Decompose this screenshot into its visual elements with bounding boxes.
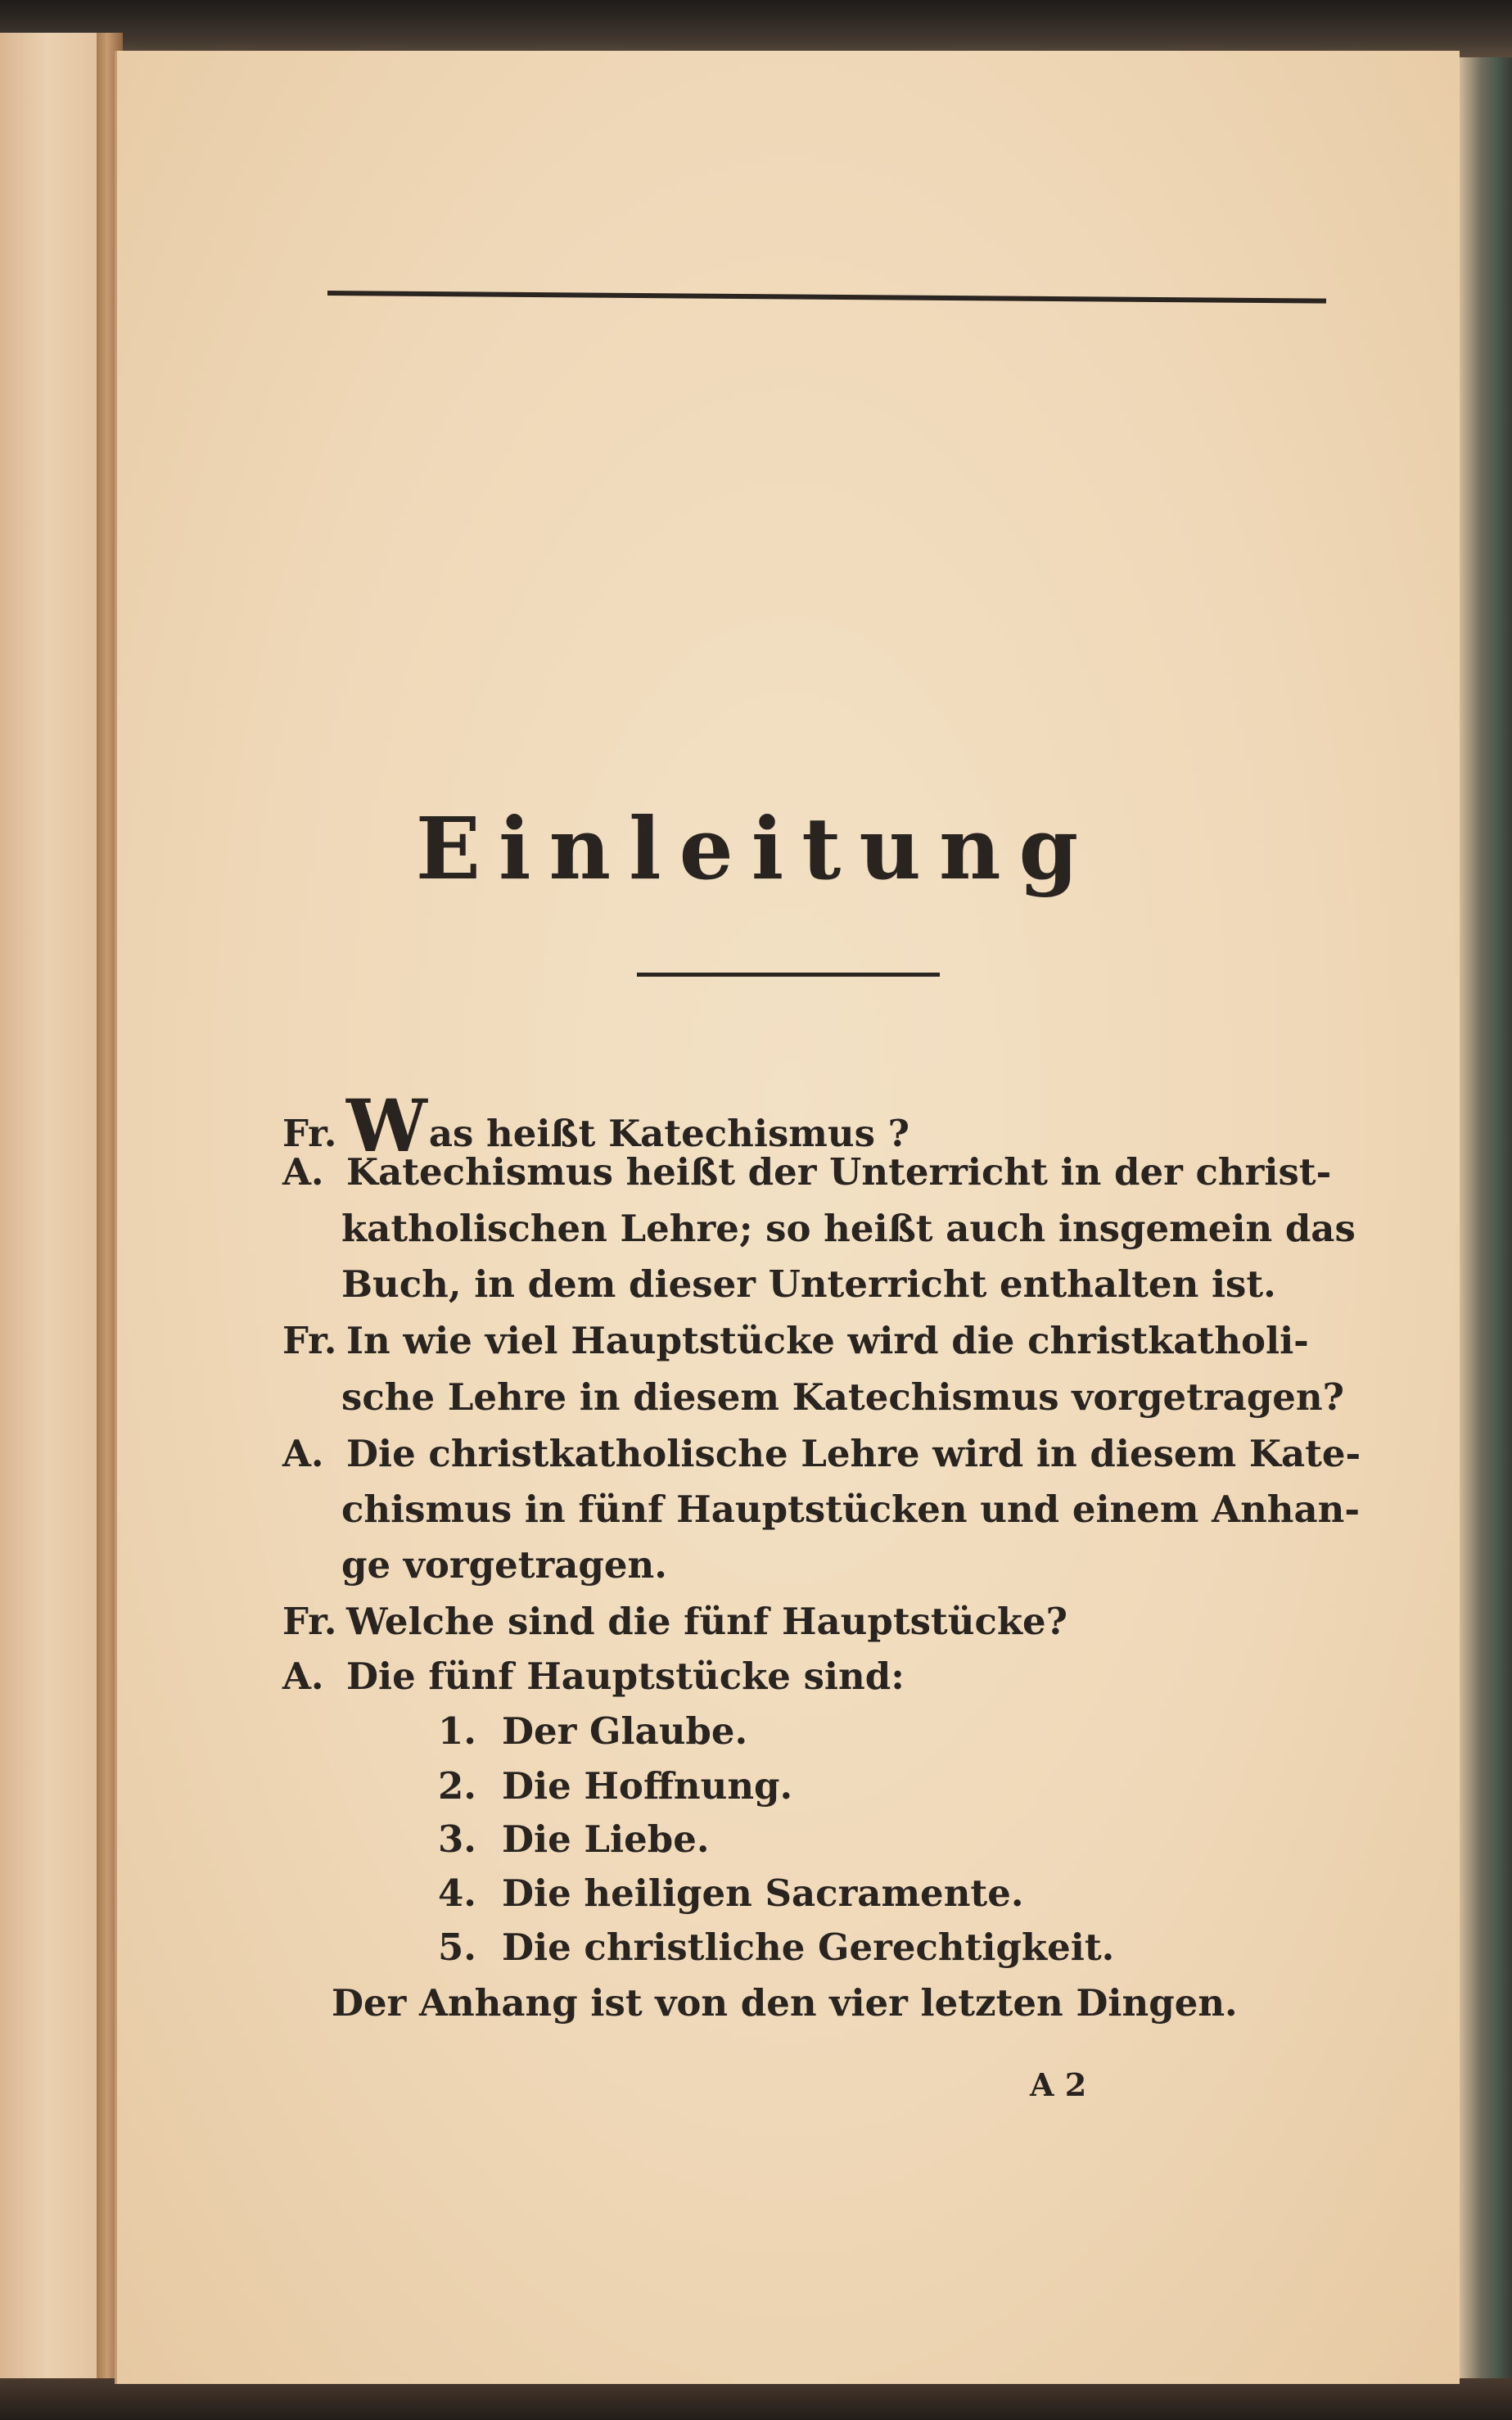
answer-1-line-2: katholischen Lehre; so heißt auch insgemein das [341, 1207, 1356, 1250]
answer-text: Katechismus heißt der Unterricht in der christ- [346, 1150, 1332, 1194]
title-rule [637, 973, 940, 977]
question-label: Fr. [282, 1600, 337, 1643]
answer-2-line-3: ge vorgetragen. [341, 1543, 667, 1587]
question-2-line-1 [282, 1319, 1309, 1362]
list-item-text: Die Hoffnung. [502, 1764, 793, 1808]
answer-text: Die fünf Hauptstücke sind: [346, 1655, 905, 1698]
list-item-number: 2. [438, 1764, 476, 1808]
list-item [438, 1764, 793, 1808]
list-item-text: Die christliche Gerechtigkeit. [502, 1926, 1115, 1969]
signature-mark: A 2 [1030, 2066, 1087, 2103]
page-title: Einleitung [415, 798, 1097, 899]
answer-label: A. [282, 1432, 324, 1475]
list-item-number: 4. [438, 1871, 476, 1915]
answer-label: A. [282, 1150, 324, 1194]
question-label: Fr. [282, 1112, 337, 1155]
question-text: In wie viel Hauptstücke wird die christkatholi- [346, 1319, 1309, 1362]
answer-text: Die christkatholische Lehre wird in diesem Kate- [346, 1432, 1361, 1475]
list-item-number: 3. [438, 1817, 476, 1861]
answer-1-line-3: Buch, in dem dieser Unterricht enthalten ist. [341, 1262, 1276, 1306]
question-label: Fr. [282, 1319, 337, 1362]
question-2-line-2: sche Lehre in diesem Katechismus vorgetragen? [341, 1375, 1345, 1419]
list-item-text: Die Liebe. [502, 1817, 710, 1861]
question-3 [282, 1600, 1068, 1643]
answer-2-line-1 [282, 1432, 1361, 1475]
question-text: Welche sind die fünf Hauptstücke? [346, 1600, 1068, 1643]
list-item [438, 1871, 1024, 1915]
book-top-edge [0, 0, 1512, 57]
answer-3 [282, 1655, 905, 1698]
list-item [438, 1926, 1115, 1969]
closing-line: Der Anhang ist von den vier letzten Dingen. [332, 1981, 1238, 2025]
list-item-number: 1. [438, 1709, 476, 1753]
question-text: as heißt Katechismus ? [428, 1112, 910, 1155]
list-item [438, 1709, 748, 1753]
answer-2-line-2: chismus in fünf Hauptstücken und einem Anhan- [341, 1488, 1361, 1531]
list-item-text: Die heiligen Sacramente. [502, 1871, 1024, 1915]
answer-label: A. [282, 1655, 324, 1698]
question-1 [282, 1083, 910, 1168]
answer-1-line-1 [282, 1150, 1332, 1194]
list-item [438, 1817, 710, 1861]
drop-cap: W [346, 1083, 427, 1168]
book-bottom-edge [0, 2378, 1512, 2420]
list-item-text: Der Glaube. [502, 1709, 748, 1753]
list-item-number: 5. [438, 1926, 476, 1969]
